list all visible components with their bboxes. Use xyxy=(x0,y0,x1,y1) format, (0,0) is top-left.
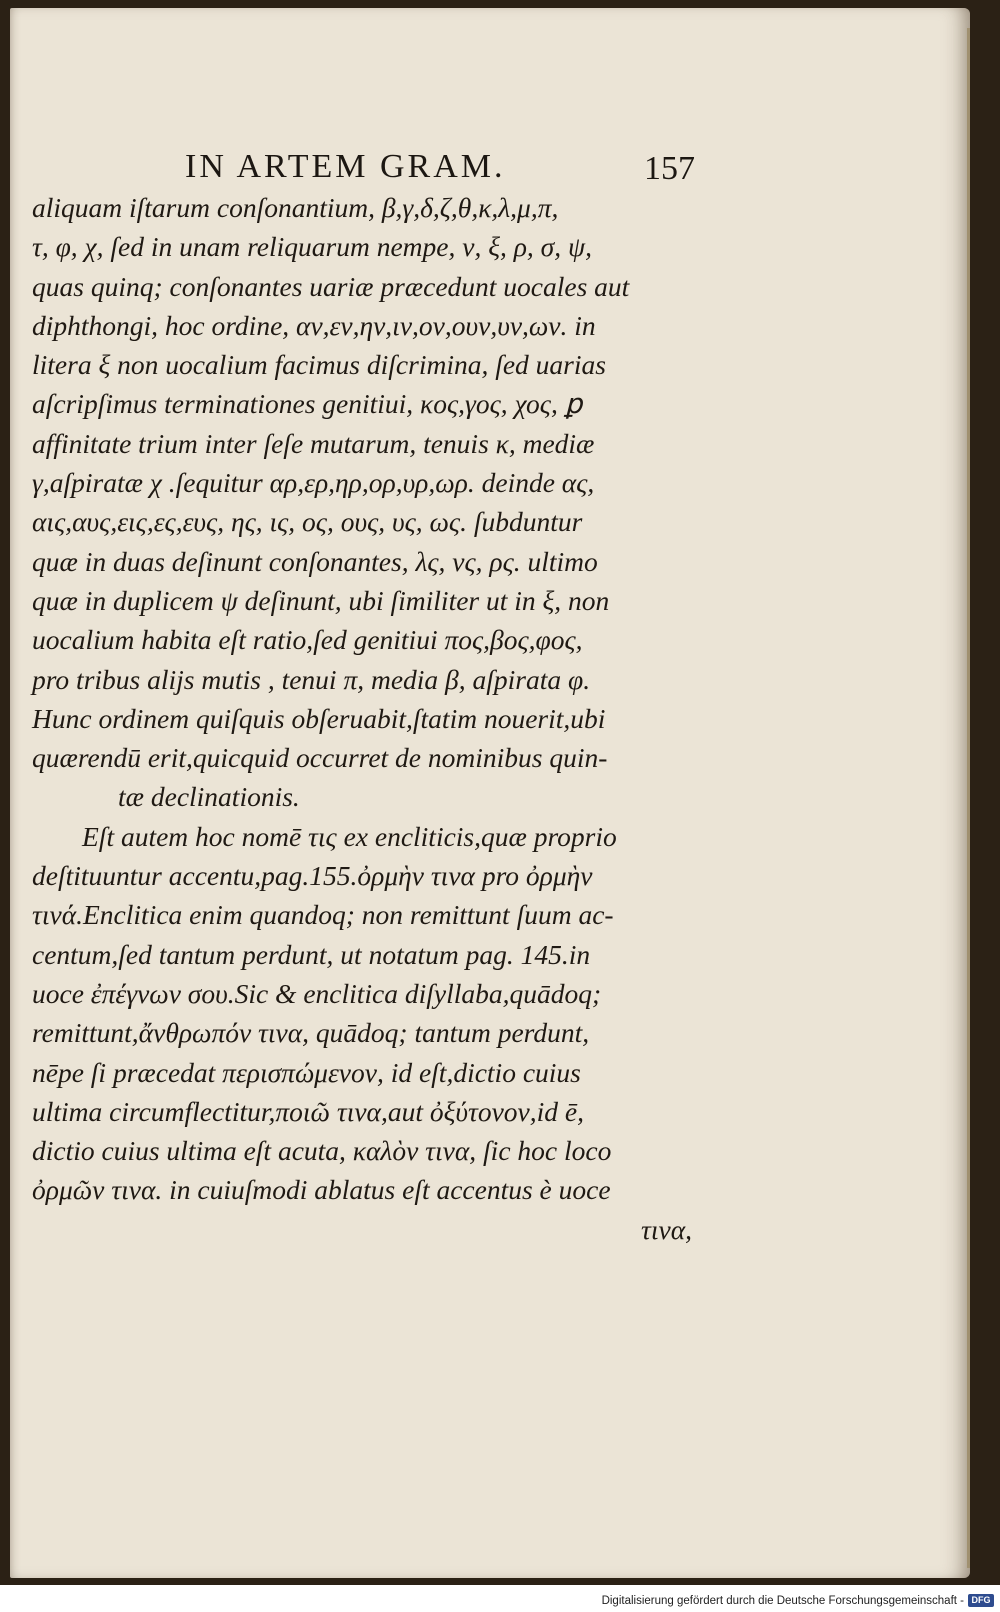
text-line: tæ declinationis. xyxy=(118,781,300,813)
text-line: pro tribus alijs mutis , tenui π, media β, aſpirata φ. xyxy=(32,663,591,695)
text-line: uocalium habita eſt ratio,ſed genitiui πος,βος,φος, xyxy=(32,624,583,656)
text-line: litera ξ non uocalium facimus diſcrimina, ſed uarias xyxy=(32,349,606,381)
text-line: centum,ſed tantum perdunt, ut notatum pag. 145.in xyxy=(32,938,591,970)
text-line: affinitate trium inter ſeſe mutarum, tenuis κ, mediæ xyxy=(32,427,595,459)
digitization-footer xyxy=(0,1590,1000,1612)
text-line: αις,αυς,εις,ες,ευς, ης, ις, ος, ους, υς, ως. ſubduntur xyxy=(32,506,583,538)
running-title: IN ARTEM GRAM. xyxy=(185,148,506,185)
text-line: nēpe ſi præcedat περισπώμενον, id eſt,dictio cuius xyxy=(32,1056,581,1088)
text-line: quærendū erit,quicquid occurret de nominibus quin- xyxy=(32,742,608,774)
text-line: diphthongi, hoc ordine, αν,εν,ην,ιν,ον,ουν,υν,ων. in xyxy=(32,309,596,341)
text-line: aliquam iſtarum conſonantium, β,γ,δ,ζ,θ,κ,λ,μ,π, xyxy=(32,192,559,223)
paragraph-start-line: Eſt autem hoc nomē τις ex encliticis,quæ proprio xyxy=(82,820,617,852)
page-header xyxy=(165,148,695,188)
book-page xyxy=(10,8,970,1578)
text-line: remittunt,ἄνθρωπόν τινα, quādoq; tantum perdunt, xyxy=(32,1017,590,1049)
page-number: 157 xyxy=(644,150,695,187)
dfg-logo: DFG xyxy=(968,1594,994,1607)
text-line: ultima circumflectitur,ποιῶ τινα,aut ὀξύτονον,id ē, xyxy=(32,1095,584,1127)
body-text xyxy=(32,188,692,1249)
page-edge xyxy=(967,28,970,1568)
footer-credit: Digitalisierung gefördert durch die Deutsche Forschungsgemeinschaft - xyxy=(601,1595,964,1607)
text-line: quæ in duas deſinunt conſonantes, λς, νς, ρς. ultimo xyxy=(32,545,598,577)
text-line: quæ in duplicem ψ deſinunt, ubi ſimiliter ut in ξ, non xyxy=(32,584,610,616)
text-line: γ,aſpiratæ χ .ſequitur αρ,ερ,ηρ,ορ,υρ,ωρ. deinde ας, xyxy=(32,467,595,499)
text-line: aſcripſimus terminationes genitiui, κος,γος, χος, ꝑ xyxy=(32,388,583,420)
text-line: ὀρμῶν τινα. in cuiuſmodi ablatus eſt accentus è uoce xyxy=(32,1174,611,1206)
catchword: τινα, xyxy=(641,1213,692,1245)
text-line: τ, φ, χ, ſed in unam reliquarum nempe, ν, ξ, ρ, σ, ψ, xyxy=(32,231,592,263)
text-line: quas quinq; conſonantes uariæ præcedunt uocales aut xyxy=(32,270,630,302)
text-line: uoce ἐπέγνων σου.Sic & enclitica diſyllaba,quādoq; xyxy=(32,977,602,1009)
text-line: τινά.Enclitica enim quandoq; non remittunt ſuum ac- xyxy=(32,899,614,931)
text-line: Hunc ordinem quiſquis obſeruabit,ſtatim nouerit,ubi xyxy=(32,702,606,734)
text-line: dictio cuius ultima eſt acuta, καλὸν τινα, ſic hoc loco xyxy=(32,1135,612,1167)
text-line: deſtituuntur accentu,pag.155.ὀρμὴν τινα pro ὀρμὴν xyxy=(32,860,593,892)
